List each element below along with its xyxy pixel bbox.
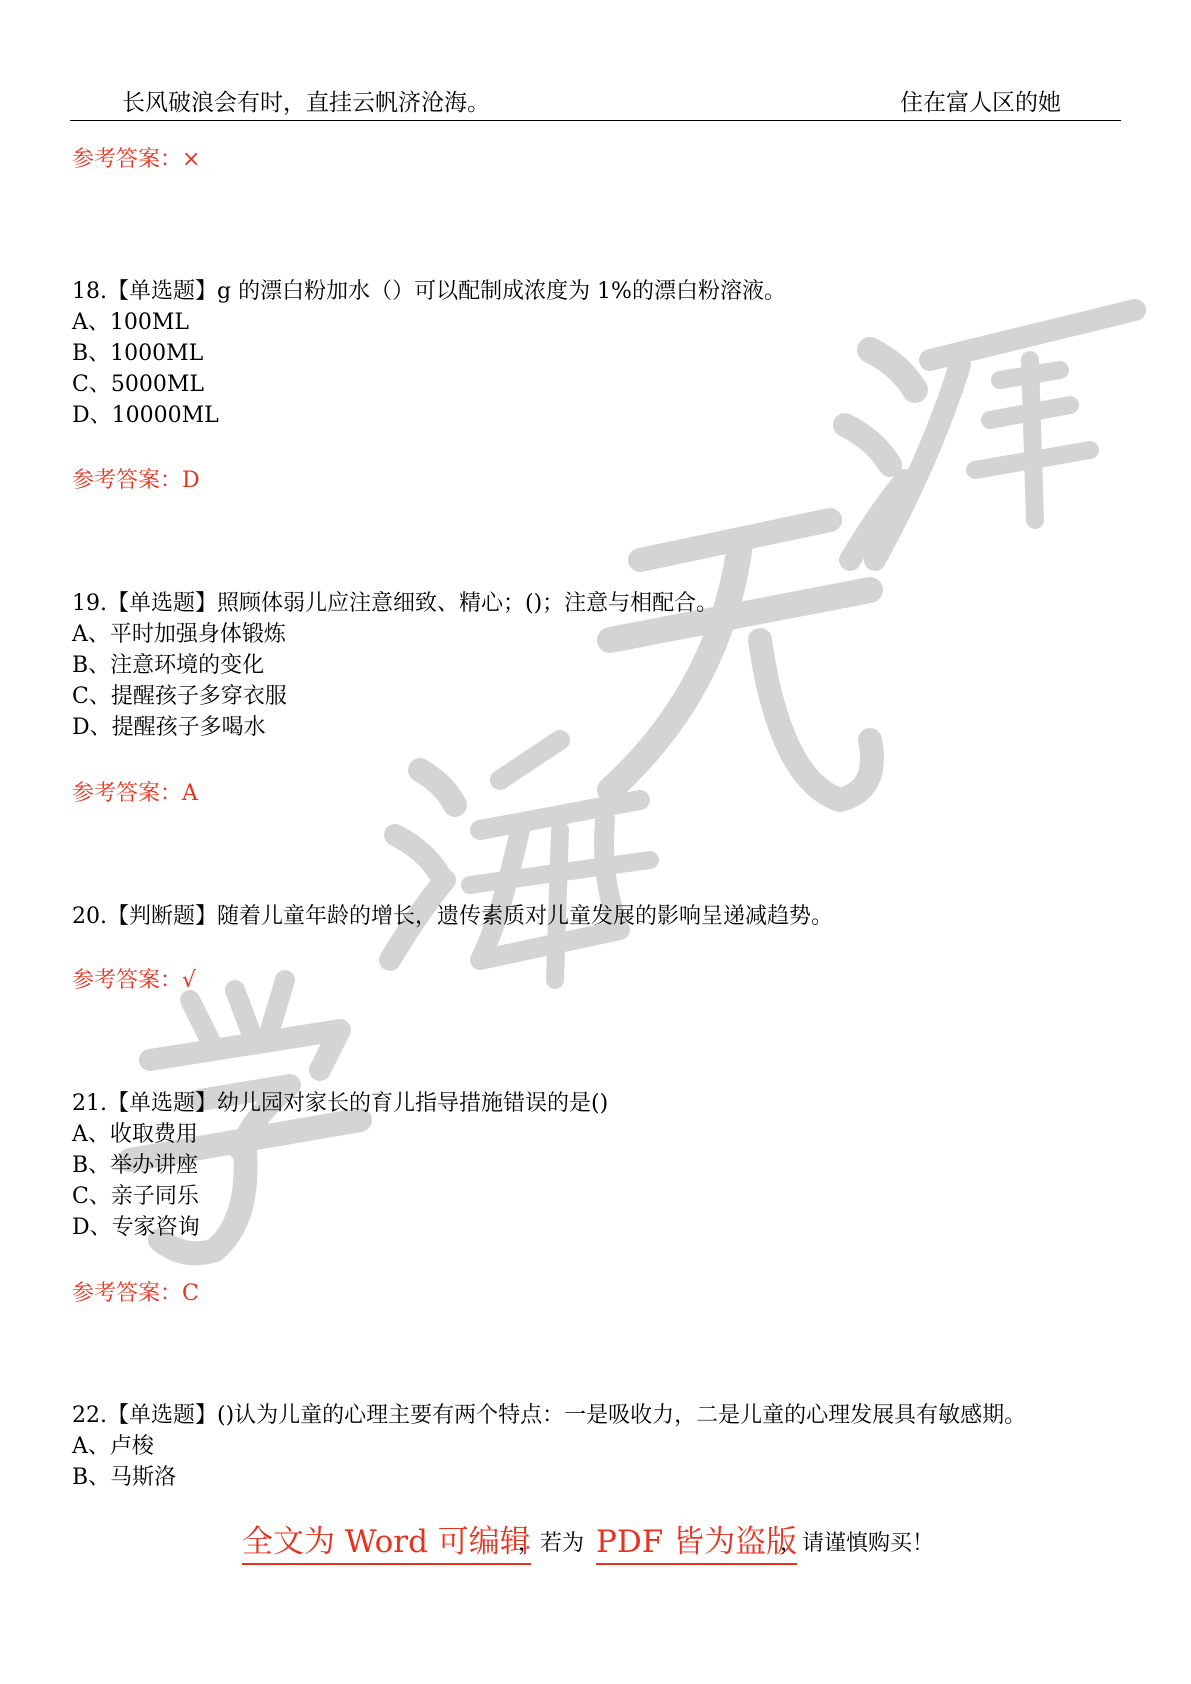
footer-separator: ，若为: [518, 1531, 585, 1556]
option-b: B、1000ML: [72, 341, 204, 366]
answer-q19: 参考答案：A: [72, 781, 198, 806]
option-a: A、卢梭: [72, 1434, 154, 1459]
question-stem: 19.【单选题】照顾体弱儿应注意细致、精心；()；注意与相配合。: [72, 591, 719, 616]
question-stem: 20.【判断题】随着儿童年龄的增长，遗传素质对儿童发展的影响呈递减趋势。: [72, 904, 833, 929]
footer-word-editable: 全文为 Word 可编辑: [242, 1516, 531, 1565]
option-a: A、平时加强身体锻炼: [72, 622, 286, 647]
option-a: A、收取费用: [72, 1122, 198, 1147]
answer-q21: 参考答案：C: [72, 1281, 199, 1306]
option-b: B、注意环境的变化: [72, 653, 265, 678]
option-c: C、亲子同乐: [72, 1184, 199, 1209]
header-slogan: 长风破浪会有时，直挂云帆济沧海。: [122, 90, 490, 116]
option-c: C、提醒孩子多穿衣服: [72, 684, 287, 709]
option-a: A、100ML: [72, 310, 190, 335]
question-22: [72, 1400, 1026, 1493]
option-d: D、提醒孩子多喝水: [72, 715, 266, 740]
option-d: D、专家咨询: [72, 1215, 200, 1240]
question-stem: 18.【单选题】g 的漂白粉加水（）可以配制成浓度为 1%的漂白粉溶液。: [72, 279, 786, 304]
question-21: [72, 1088, 608, 1243]
question-20: [72, 901, 833, 932]
question-stem: 22.【单选题】()认为儿童的心理主要有两个特点：一是吸收力，二是儿童的心理发展具有敏感期。: [72, 1403, 1027, 1428]
footer-pdf-warning: PDF 皆为盗版: [596, 1516, 797, 1565]
answer-q17: 参考答案：×: [72, 147, 201, 172]
option-d: D、10000ML: [72, 403, 219, 428]
footer-caution: ，请谨慎购买！: [780, 1531, 935, 1556]
answer-q18: 参考答案：D: [72, 468, 200, 493]
option-b: B、举办讲座: [72, 1153, 199, 1178]
option-b: B、马斯洛: [72, 1465, 177, 1490]
question-18: [72, 276, 786, 431]
question-stem: 21.【单选题】幼儿园对家长的育儿指导措施错误的是(): [72, 1091, 609, 1116]
footer-notice: [0, 1516, 1191, 1566]
page-header: [70, 80, 1121, 121]
header-author: 住在富人区的她: [900, 90, 1061, 116]
answer-q20: 参考答案：√: [72, 968, 197, 993]
question-19: [72, 588, 718, 743]
option-c: C、5000ML: [72, 372, 204, 397]
